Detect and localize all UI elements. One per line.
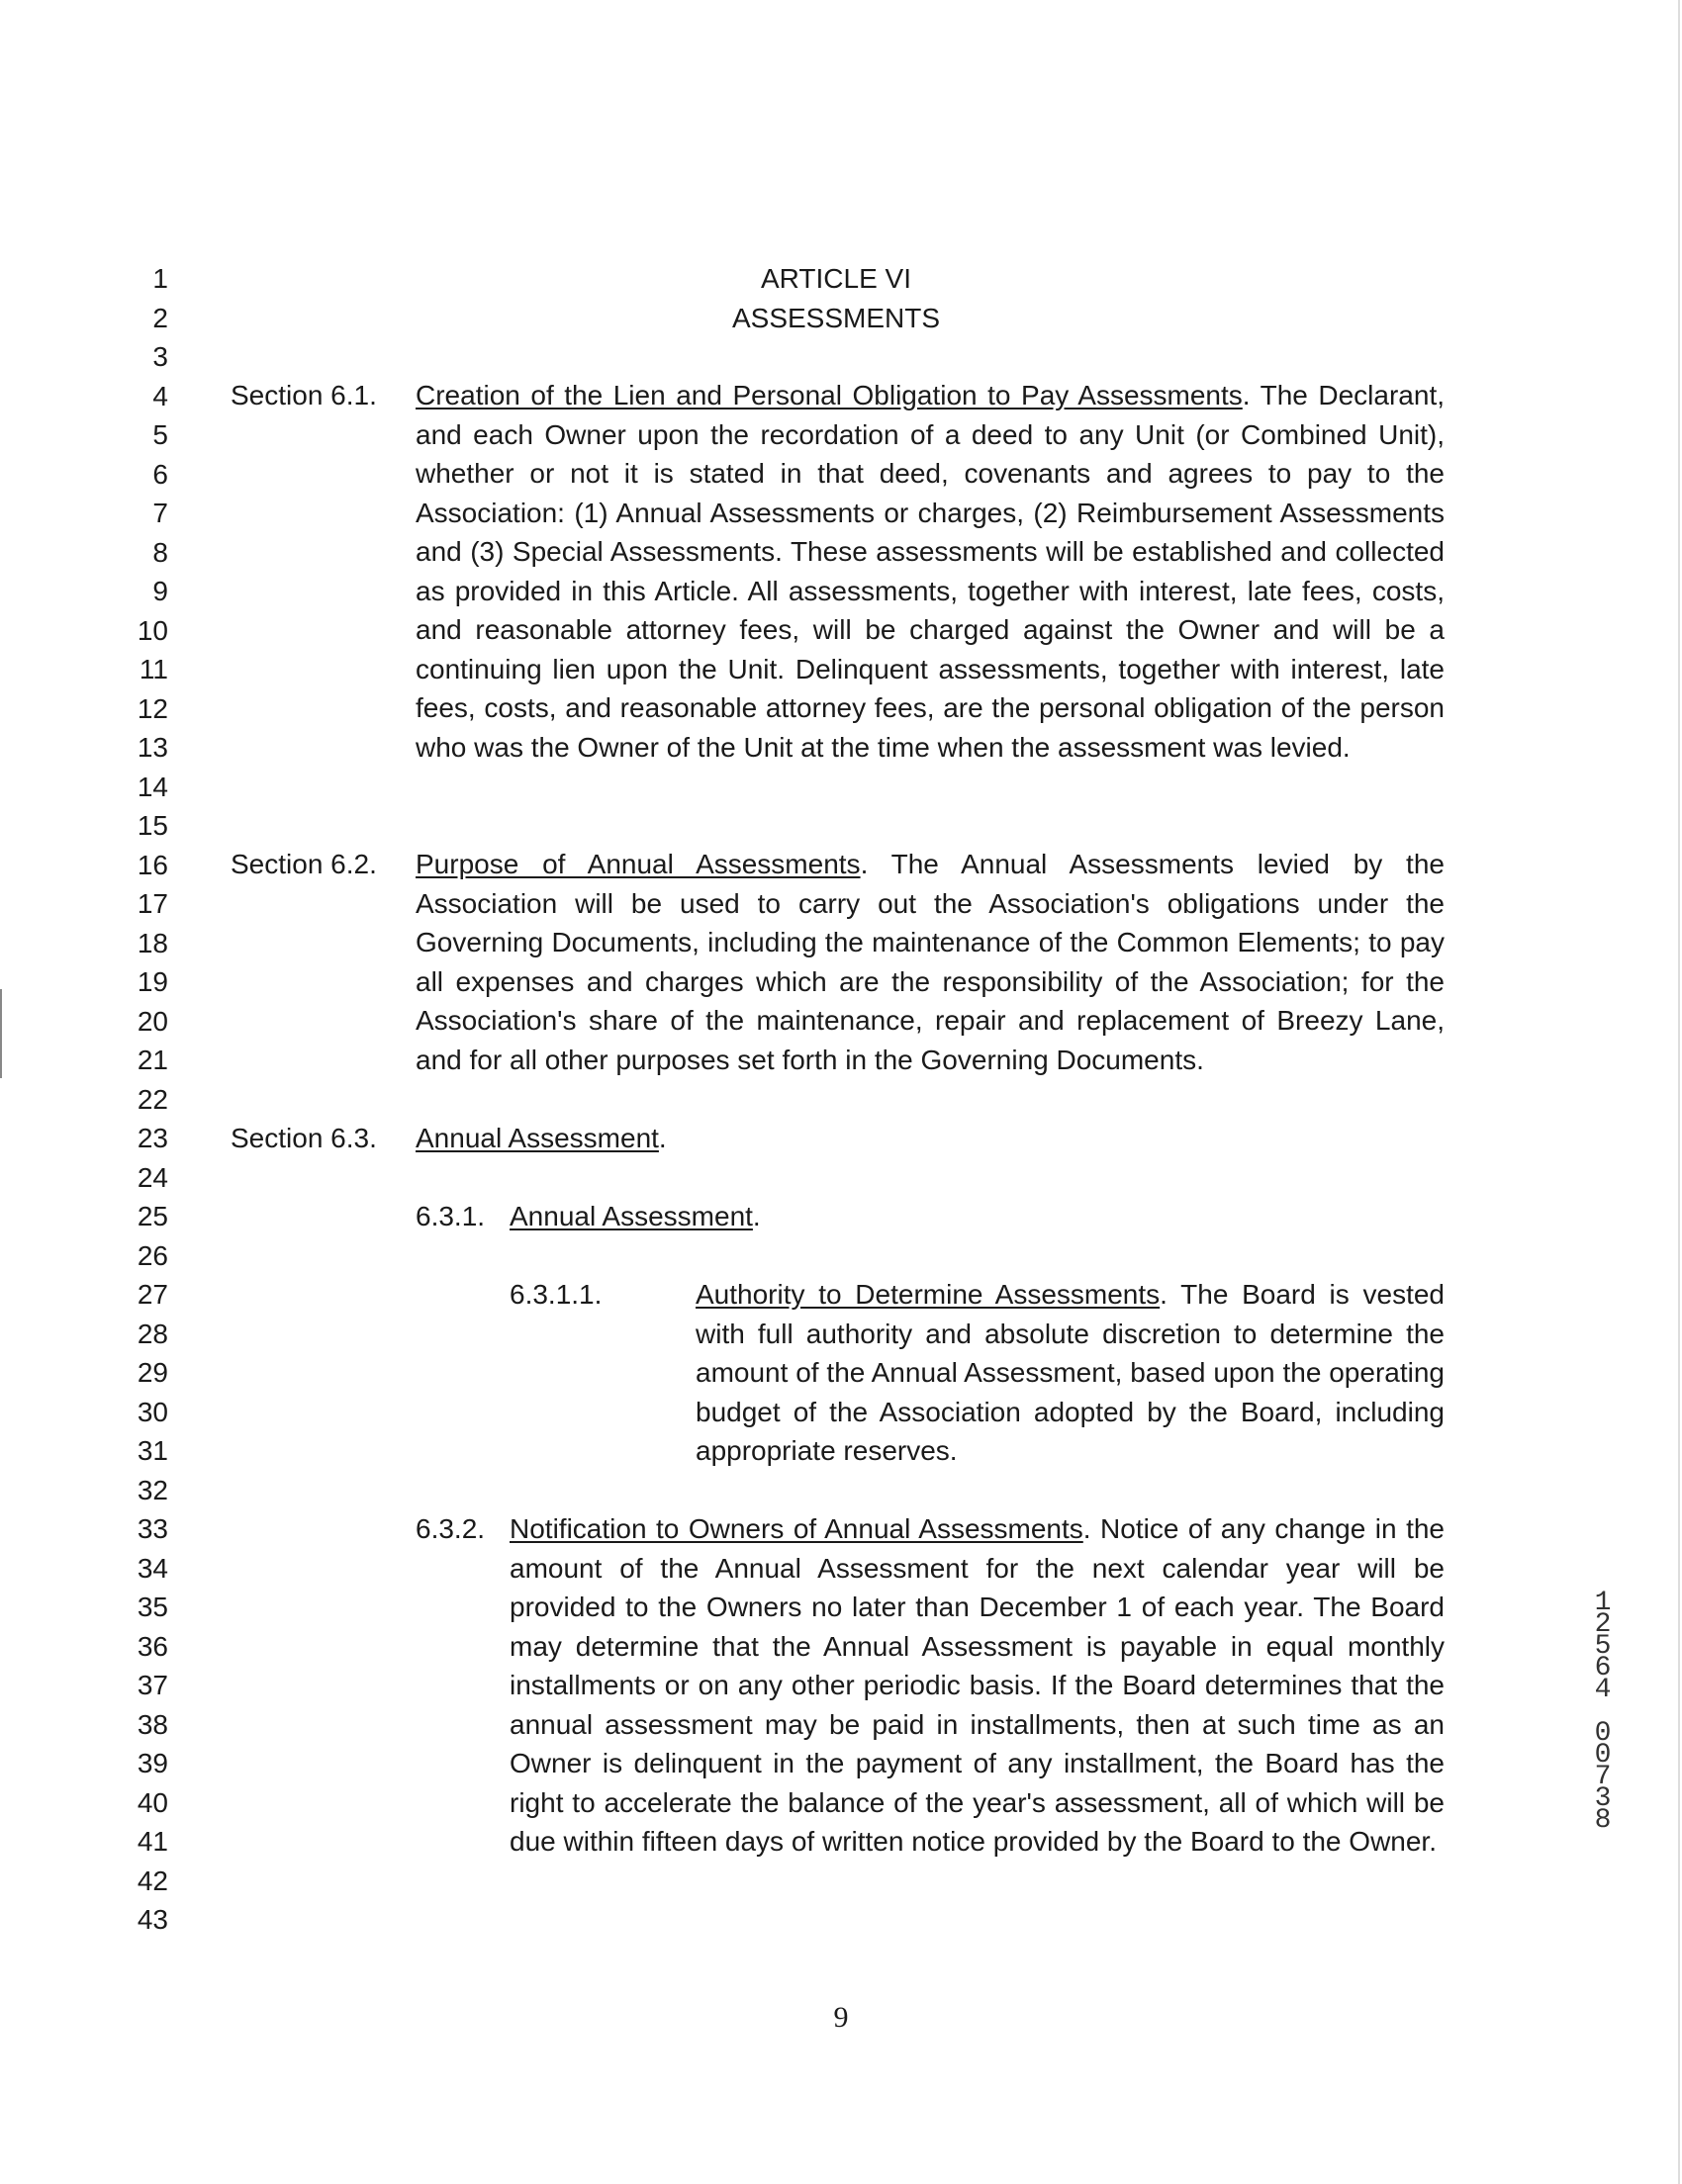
line-number: 2 [152,302,168,333]
line-number: 6 [152,458,168,490]
stamp-digit: 2 [1594,1609,1612,1640]
line-number: 11 [139,654,168,684]
line-number: 33 [137,1513,168,1544]
line-number: 13 [137,732,168,763]
section-6-3-2-body: . Notice of any change in the amount of the Annual Assessment for the next calendar year will be provided to the Owners no later than December 1 of each year. The Board may determine that the Annual Assessment is payable in equal monthly installments or on any other periodic basis. If the Board determines that the annual assessment may be paid in installments, then at such time as an Owner is delinquent in the payment of any installment, the Board has the right to accelerate the balance of the year's assessment, all of which will be due within fifteen days of written notice provided by the Board to the Owner. [510,1513,1445,1857]
line-number: 23 [137,1123,168,1153]
section-6-3-suffix: . [658,1123,667,1153]
section-6-3-1-1-text [696,1275,1445,1471]
stamp-digit: 6 [1594,1653,1612,1684]
line-number: 4 [152,380,168,411]
section-6-3-1-1-heading: Authority to Determine Assessments [696,1279,1161,1310]
scan-edge-mark [0,989,2,1078]
line-number: 17 [137,888,168,919]
section-6-2-body: . The Annual Assessments levied by the Association will be used to carry out the Association's obligations under the Governing Documents, including the maintenance of the Common Elements; to pay all expenses and charges which are the responsibility of the Association; for the Association's share of the maintenance, repair and replacement of Breezy Lane, and for all other purposes set forth in the Governing Documents. [416,849,1445,1075]
line-number: 20 [137,1005,168,1037]
line-number: 15 [137,810,168,841]
line-number: 37 [137,1670,168,1700]
article-number: ARTICLE VI [761,263,911,294]
stamp-digit: 1 [1594,1588,1612,1618]
line-number: 1 [152,263,168,294]
stamp-digit: 8 [1594,1805,1612,1836]
section-6-3-2-label: 6.3.2. [416,1513,486,1544]
page-number: 9 [833,2001,849,2034]
line-number: 14 [137,771,168,802]
scan-edge-right [1678,0,1680,2184]
section-6-2-heading: Purpose of Annual Assessments [416,849,861,879]
line-number: 36 [137,1630,168,1662]
line-number: 39 [137,1748,168,1778]
line-number: 19 [137,966,168,997]
line-number-column [119,259,168,1940]
line-number: 26 [137,1239,168,1271]
section-6-3-2-heading: Notification to Owners of Annual Assessments [510,1513,1083,1544]
line-number: 40 [137,1786,168,1818]
line-number: 38 [137,1708,168,1740]
line-number: 16 [137,849,168,880]
section-6-1-label: Section 6.1. [231,380,377,410]
article-title: ASSESSMENTS [731,302,941,333]
line-number: 27 [137,1279,168,1310]
stamp-digit: 0 [1594,1718,1612,1749]
stamp-digit: 4 [1594,1675,1612,1705]
line-number: 7 [152,498,168,528]
section-6-3-1-heading: Annual Assessment [510,1201,753,1231]
line-number: 12 [137,692,168,724]
section-6-3-2-text [510,1509,1445,1862]
stamp-digit: 5 [1594,1631,1612,1662]
section-6-3-1-suffix: . [752,1201,761,1231]
line-number: 28 [137,1318,168,1349]
line-number: 34 [137,1552,168,1584]
stamp-digit: 3 [1594,1783,1612,1814]
line-number: 25 [137,1201,168,1231]
line-number: 35 [137,1592,168,1622]
line-number: 18 [137,927,168,958]
section-6-1-body: . The Declarant, and each Owner upon the recordation of a deed to any Unit (or Combined Unit), whether or not it is stated in that deed, covenants and agrees to pay to the Association: (1) Annual Assessments or charges, (2) Reimbursement Assessments and (3) Special Assessments. These assessments will be established and collected as provided in this Article. All assessments, together with interest, late fees, costs, and reasonable attorney fees, will be charged against the Owner and will be a continuing lien upon the Unit. Delinquent assessments, together with interest, late fees, costs, and reasonable attorney fees, are the personal obligation of the person who was the Owner of the Unit at the time when the assessment was levied. [416,380,1445,763]
line-number: 9 [152,576,168,606]
section-6-3-1-text [510,1197,761,1236]
line-number: 10 [137,614,168,646]
line-number: 29 [137,1357,168,1388]
line-number: 30 [137,1396,168,1427]
line-number: 43 [137,1904,168,1935]
line-number: 42 [137,1865,168,1896]
section-6-3-label: Section 6.3. [231,1123,377,1153]
stamp-digit: 7 [1594,1762,1612,1792]
recording-stamp [1583,1588,1623,1836]
line-number: 8 [152,536,168,568]
line-number: 32 [137,1474,168,1505]
section-6-1-text [416,376,1445,767]
line-number: 31 [137,1435,168,1466]
line-number: 21 [137,1045,168,1075]
section-6-1-heading: Creation of the Lien and Personal Obligation to Pay Assessments [416,380,1243,410]
section-6-2-label: Section 6.2. [231,849,377,879]
section-6-3-1-1-label: 6.3.1.1. [510,1279,603,1310]
line-number: 41 [137,1826,168,1857]
section-6-3-1-1-body: . The Board is vested with full authority and absolute discretion to determine the amount of the Annual Assessment, based upon the operating budget of the Association adopted by the Board, including appropriate reserves. [696,1279,1445,1466]
section-6-3-1-label: 6.3.1. [416,1201,486,1231]
line-number: 24 [137,1161,168,1193]
stamp-digit: 0 [1594,1740,1612,1771]
line-number: 5 [152,419,168,450]
line-number: 22 [137,1083,168,1115]
section-6-2-text [416,845,1445,1079]
line-number: 3 [152,341,168,372]
section-6-3-text [416,1119,667,1158]
section-6-3-heading: Annual Assessment [416,1123,659,1153]
